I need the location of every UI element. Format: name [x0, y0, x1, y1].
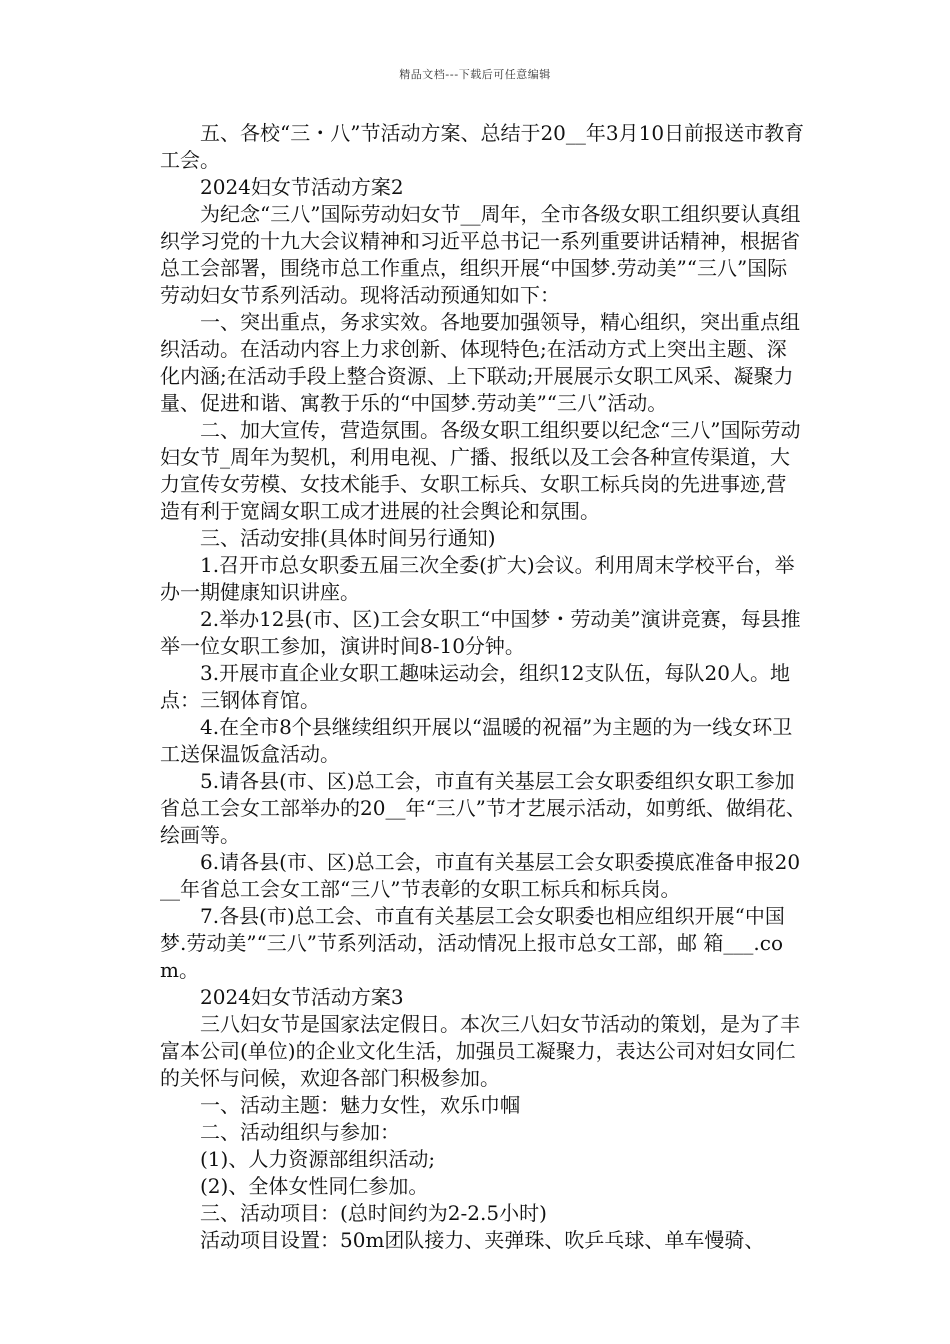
list-item-3: 3.开展市直企业女职工趣味运动会，组织12支队伍，每队20人。地点：三钢体育馆。 [160, 661, 790, 712]
paragraph-item-settings: 活动项目设置：50m团队接力、夹弹珠、吹乒乓球、单车慢骑、 [200, 1228, 765, 1252]
list-item-2: 2.举办12县(市、区)工会女职工“中国梦・劳动美”演讲竞赛，每县推举一位女职工参加，演讲时间8-10分钟。 [160, 607, 801, 658]
section-title-plan-3: 2024妇女节活动方案3 [200, 985, 404, 1009]
paragraph-publicity: 二、加大宣传，营造氛围。各级女职工组织要以纪念“三八”国际劳动妇女节_周年为契机，利用电视、广播、报纸以及工会各种宣传渠道，大力宣传女劳模、女技术能手、女职工标兵、女职工标兵岗的先进事迹,营造有利于宽阔女职工成才进展的社会舆论和氛围。 [160, 418, 801, 523]
paragraph-focus-key-points: 一、突出重点，务求实效。各地要加强领导，精心组织，突出重点组织活动。在活动内容上力求创新、体现特色;在活动方式上突出主题、深化内涵;在活动手段上整合资源、上下联动;开展展示女职工风采、凝聚力量、促进和谐、寓教于乐的“中国梦.劳动美”“三八”活动。 [160, 310, 800, 415]
paragraph-plan-2-intro: 为纪念“三八”国际劳动妇女节__周年，全市各级女职工组织要认真组织学习党的十九大会议精神和习近平总书记一系列重要讲话精神，根据省总工会部署，围绕市总工作重点，组织开展“中国梦.劳动美”“三八”国际劳动妇女节系列活动。现将活动预通知如下： [160, 202, 801, 307]
document-header-note: 精品文档---下载后可任意编辑 [399, 68, 551, 81]
document-body [160, 120, 806, 1254]
list-item-7: 7.各县(市)总工会、市直有关基层工会女职委也相应组织开展“中国梦.劳动美”“三八”节系列活动，活动情况上报市总女工部，邮 箱___.com。 [160, 904, 785, 982]
list-item-4: 4.在全市8个县继续组织开展以“温暖的祝福”为主题的为一线女环卫工送保温饭盒活动。 [160, 715, 793, 766]
paragraph-plan-3-intro: 三八妇女节是国家法定假日。本次三八妇女节活动的策划，是为了丰富本公司(单位)的企业文化生活，加强员工凝聚力，表达公司对妇女同仁的关怀与问候，欢迎各部门积极参加。 [160, 1012, 800, 1090]
paragraph-organization: 二、活动组织与参加： [200, 1120, 400, 1144]
paragraph-activity-items: 三、活动项目：(总时间约为2-2.5小时) [200, 1201, 547, 1225]
list-item-5: 5.请各县(市、区)总工会，市直有关基层工会女职委组织女职工参加省总工会女工部举办的20__年“三八”节才艺展示活动，如剪纸、做绢花、绘画等。 [160, 769, 806, 847]
list-item-1: 1.召开市总女职委五届三次全委(扩大)会议。利用周末学校平台，举办一期健康知识讲座。 [160, 553, 795, 604]
list-item-6: 6.请各县(市、区)总工会，市直有关基层工会女职委摸底准备申报20__年省总工会女工部“三八”节表彰的女职工标兵和标兵岗。 [160, 850, 801, 901]
paragraph-participants: (2)、全体女性同仁参加。 [200, 1174, 429, 1198]
paragraph-activity-theme: 一、活动主题：魅力女性，欢乐巾帼 [200, 1093, 520, 1117]
paragraph-submission-deadline: 五、各校“三・八”节活动方案、总结于20__年3月10日前报送市教育工会。 [160, 121, 805, 172]
paragraph-activity-arrangement: 三、活动安排(具体时间另行通知) [200, 526, 496, 550]
section-title-plan-2: 2024妇女节活动方案2 [200, 175, 404, 199]
paragraph-organizer: (1)、人力资源部组织活动; [200, 1147, 436, 1171]
